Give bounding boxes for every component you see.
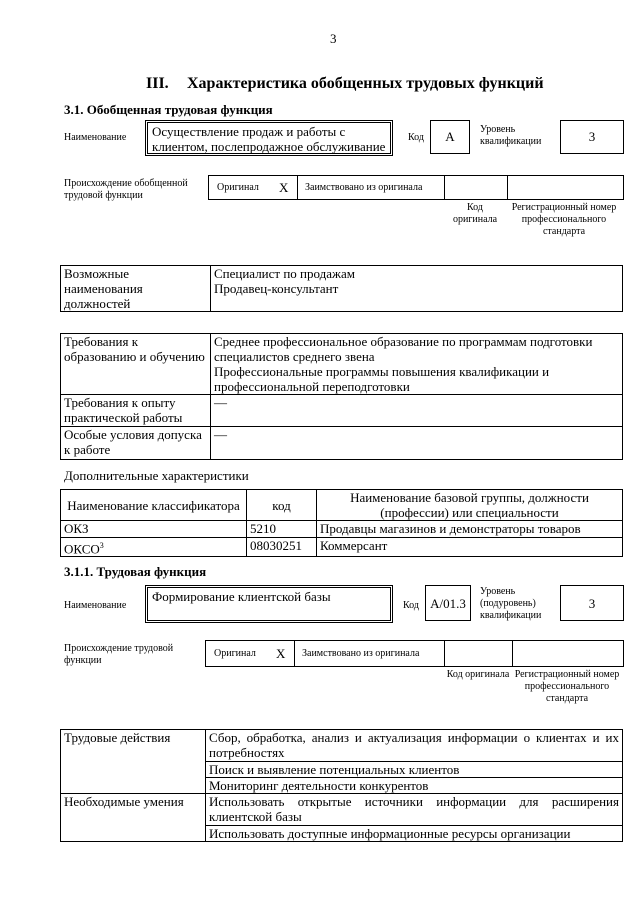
- tf-code-label: Код: [403, 600, 419, 611]
- tf-name-value: Формирование клиентской базы: [145, 585, 393, 623]
- gtf-original-label: Оригинал: [217, 182, 259, 193]
- tf-name-label: Наименование: [64, 600, 127, 611]
- positions-table: [60, 265, 623, 312]
- req-edu-item: Профессиональные программы повышения квалификации и профессиональной переподготовки: [214, 364, 550, 394]
- position-item: Специалист по продажам: [214, 266, 355, 281]
- gtf-code-label: Код: [408, 132, 424, 143]
- action-item: Поиск и выявление потенциальных клиентов: [206, 762, 623, 778]
- special-value: —: [211, 427, 623, 460]
- classifier-name-cell: [61, 538, 247, 557]
- skills-label: Необходимые умения: [61, 794, 206, 842]
- gtf-code-orig-label: Код оригинала: [452, 202, 498, 225]
- additional-table: [60, 489, 623, 557]
- divider: [512, 641, 513, 666]
- section-roman: III.: [146, 75, 169, 92]
- req-edu-cell: [211, 334, 623, 395]
- classifier-title: Коммерсант: [317, 538, 623, 557]
- req-exp-value: —: [211, 395, 623, 427]
- divider: [444, 641, 445, 666]
- tf-level-value: 3: [560, 585, 624, 621]
- table-row: [61, 538, 623, 557]
- position-item: Продавец-консультант: [214, 281, 339, 296]
- actions-label: Трудовые действия: [61, 730, 206, 794]
- divider: [444, 176, 445, 199]
- tf-level-label: Уровень (подуровень) квалификации: [480, 586, 542, 621]
- req-edu-item: Среднее профессиональное образование по программам подготовки специалистов среднего звена: [214, 334, 593, 364]
- gtf-name-value: Осуществление продаж и работы с клиентом, послепродажное обслуживание: [145, 120, 393, 156]
- tf-origin-box: [205, 640, 624, 667]
- classifier-code: 08030251: [247, 538, 317, 557]
- classifier-name: ОКСО: [64, 541, 100, 557]
- tf-code-orig-label: Код оригинала: [446, 669, 510, 680]
- tf-original-label: Оригинал: [214, 648, 256, 659]
- divider: [507, 176, 508, 199]
- skill-item: Использовать открытые источники информации для расширения клиентской базы: [206, 794, 623, 826]
- gtf-borrowed-label: Заимствовано из оригинала: [305, 182, 423, 193]
- tf-origin-label: Происхождение трудовой функции: [64, 643, 174, 666]
- divider: [294, 641, 295, 666]
- gtf-level-label: Уровень квалификации: [480, 124, 542, 147]
- header-title: Наименование базовой группы, должности (профессии) или специальности: [317, 490, 623, 521]
- gtf-origin-label: Происхождение обобщенной трудовой функции: [64, 178, 188, 201]
- divider: [297, 176, 298, 199]
- gtf-code-value: А: [430, 120, 470, 154]
- req-edu-label: Требования к образованию и обучению: [61, 334, 211, 395]
- classifier-code: 5210: [247, 521, 317, 538]
- tf-original-mark: X: [276, 646, 286, 661]
- classifier-name: ОКЗ: [61, 521, 247, 538]
- page-number: 3: [330, 31, 337, 46]
- requirements-table: [60, 333, 623, 460]
- tf-borrowed-label: Заимствовано из оригинала: [302, 648, 420, 659]
- table-row: [61, 521, 623, 538]
- tf-code-value: А/01.3: [425, 585, 471, 621]
- header-code: код: [247, 490, 317, 521]
- gtf-heading: 3.1. Обобщенная трудовая функция: [64, 102, 273, 117]
- section-title: Характеристика обобщенных трудовых функций: [187, 75, 544, 92]
- req-exp-label: Требования к опыту практической работы: [61, 395, 211, 427]
- tf-reg-label: Регистрационный номер профессионального стандарта: [514, 669, 620, 704]
- gtf-level-value: 3: [560, 120, 624, 154]
- gtf-origin-box: [208, 175, 624, 200]
- classifier-title: Продавцы магазинов и демонстраторы товаров: [317, 521, 623, 538]
- gtf-reg-label: Регистрационный номер профессионального стандарта: [511, 202, 617, 237]
- gtf-name-label: Наименование: [64, 132, 127, 143]
- positions-cell: [211, 266, 623, 312]
- skill-item: Использовать доступные информационные ресурсы организации: [206, 826, 623, 842]
- actions-skills-table: [60, 729, 623, 842]
- action-item: Мониторинг деятельности конкурентов: [206, 778, 623, 794]
- header-classifier: Наименование классификатора: [61, 490, 247, 521]
- action-item: Сбор, обработка, анализ и актуализация информации о клиентах и их потребностях: [206, 730, 623, 762]
- footnote-mark: 3: [99, 541, 104, 550]
- positions-label: Возможные наименования должностей: [61, 266, 211, 312]
- gtf-original-mark: X: [279, 180, 289, 195]
- tf-heading: 3.1.1. Трудовая функция: [64, 564, 207, 579]
- special-label: Особые условия допуска к работе: [61, 427, 211, 460]
- additional-title: Дополнительные характеристики: [64, 468, 249, 483]
